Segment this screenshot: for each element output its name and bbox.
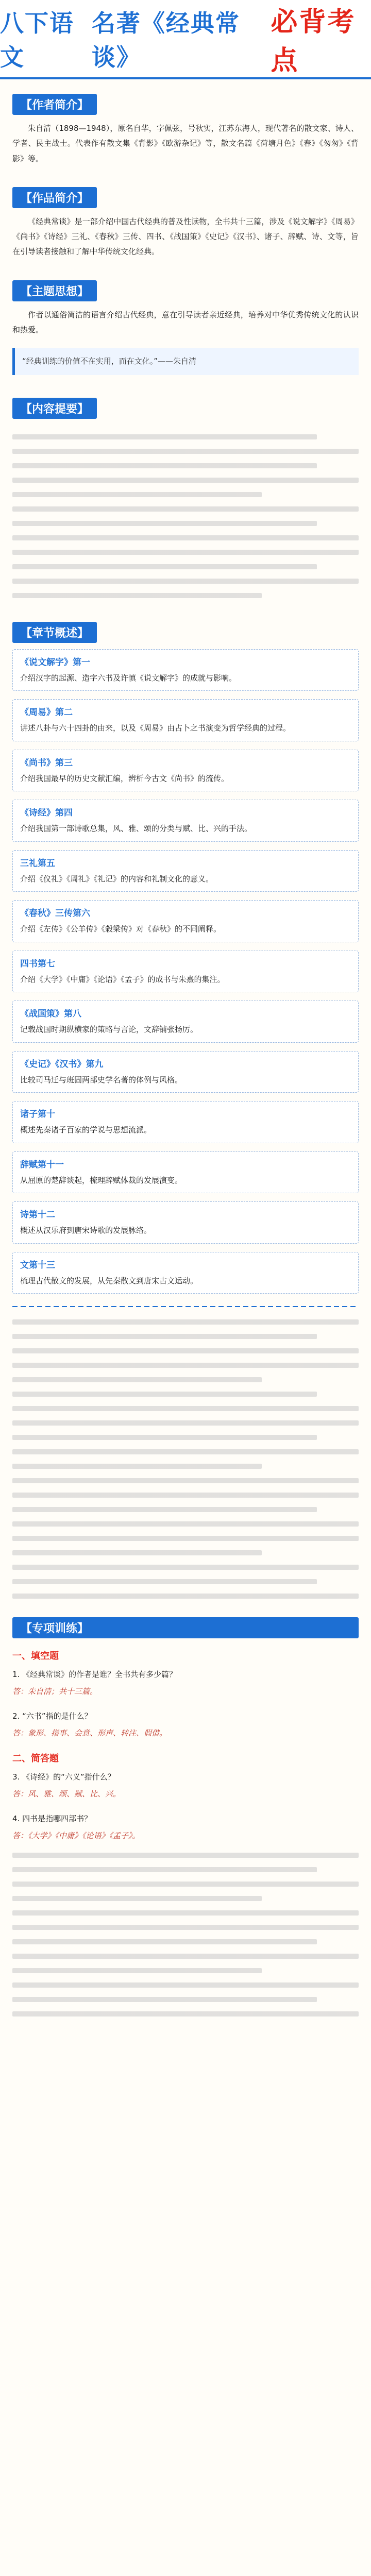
chapter-title: 《春秋》三传第六 [20,908,90,919]
exercise-question: 1. 《经典常谈》的作者是谁？全书共有多少篇？ [12,1670,177,1679]
chapter-card [12,1051,359,1093]
chapter-title: 《诗经》第四 [20,808,73,818]
chapter-card [12,900,359,942]
text-block [12,434,359,598]
section-chapters-heading: 【章节概述】 [12,622,97,643]
chapter-card [12,951,359,993]
text-block [12,1319,359,1599]
chapter-body: 比较司马迁与班固两部史学名著的体例与风格。 [20,1075,183,1084]
chapter-title: 《史记》《汉书》第九 [20,1059,104,1070]
chapter-body: 概述先秦诸子百家的学说与思想流派。 [20,1125,152,1134]
chapter-card [12,1201,359,1244]
exercise-item [12,1709,359,1741]
chapter-title: 《尚书》第三 [20,757,73,768]
chapter-body: 介绍《左传》《公羊传》《穀梁传》对《春秋》的不同阐释。 [20,924,222,934]
chapter-card [12,800,359,842]
chapter-card [12,1151,359,1194]
title-middle: 名著《经典常谈》 [91,9,240,71]
author-paragraph: 朱自清（1898—1948），原名自华，字佩弦，号秋实，江苏东海人，现代著名的散文家、诗人、学者、民主战士。代表作有散文集《背影》《欧游杂记》等，散文名篇《荷塘月色》《春》《匆匆》《背影》等。 [12,124,359,163]
chapter-title: 诗第十二 [20,1210,55,1220]
exercise-answer: 答：风、雅、颂、赋、比、兴。 [12,1789,121,1799]
chapter-title: 《说文解字》第一 [20,657,90,668]
chapter-title: 《周易》第二 [20,707,73,718]
chapter-body: 记载战国时期纵横家的策略与言论，文辞铺张扬厉。 [20,1025,198,1034]
chapter-card [12,699,359,741]
title-prefix: 八下语文 [0,9,74,71]
section-divider [12,1306,359,1307]
chapter-title: 文第十三 [20,1260,55,1270]
chapter-body: 介绍《大学》《中庸》《论语》《孟子》的成书与朱熹的集注。 [20,974,225,984]
chapter-body: 概述从汉乐府到唐宋诗歌的发展脉络。 [20,1226,152,1235]
chapter-body: 从屈原的楚辞谈起，梳理辞赋体裁的发展演变。 [20,1175,183,1185]
chapter-title: 辞赋第十一 [20,1159,64,1170]
exercise-answer: 答：朱自清；共十三篇。 [12,1687,98,1697]
chapter-body: 介绍我国第一部诗歌总集，风、雅、颂的分类与赋、比、兴的手法。 [20,824,252,833]
exercise-sub-label: 二、简答题 [12,1753,59,1764]
chapter-title: 三礼第五 [20,858,55,869]
chapter-card [12,649,359,691]
chapter-body: 介绍汉字的起源、造字六书及许慎《说文解字》的成就与影响。 [20,673,237,683]
quote-block: “经典训练的价值不在实用，而在文化。”——朱自清 [12,348,359,375]
text-block [12,1853,359,2016]
exercise-question: 2. “六书”指的是什么？ [12,1711,92,1721]
exercise-item [12,1667,359,1700]
chapter-body: 介绍《仪礼》《周礼》《礼记》的内容和礼制文化的意义。 [20,874,214,884]
chapter-title: 四书第七 [20,958,55,969]
exercise-item [12,1770,359,1802]
section-theme-heading: 【主题思想】 [12,280,97,301]
chapter-body: 讲述八卦与六十四卦的由来，以及《周易》由占卜之书演变为哲学经典的过程。 [20,723,291,733]
exercise-answer: 答：《大学》《中庸》《论语》《孟子》。 [12,1831,140,1840]
chapter-card [12,1101,359,1143]
exercise-answer: 答：象形、指事、会意、形声、转注、假借。 [12,1728,167,1738]
chapter-body: 梳理古代散文的发展，从先秦散文到唐宋古文运动。 [20,1276,198,1285]
chapter-body: 介绍我国最早的历史文献汇编，辨析今古文《尚书》的流传。 [20,773,229,783]
section-content-heading: 【作品简介】 [12,187,97,208]
exercise-question: 3. 《诗经》的“六义”指什么？ [12,1772,115,1782]
title-banner [0,0,371,79]
chapter-card [12,1001,359,1043]
section-highlights-heading: 【内容提要】 [12,398,97,419]
section-author-heading: 【作者简介】 [12,94,97,115]
exercise-question: 4. 四书是指哪四部书？ [12,1814,92,1823]
chapter-card [12,1252,359,1294]
title-suffix: 必背考点 [271,7,356,76]
content-paragraph: 《经典常谈》是一部介绍中国古代经典的普及性读物，全书共十三篇，涉及《说文解字》《周易》《尚书》《诗经》三礼、《春秋》三传、四书、《战国策》《史记》《汉书》、诸子、辞赋、诗、文等，旨在引导读者接触和了解中华传统文化经典。 [12,216,359,257]
section-exercises-heading: 【专项训练】 [12,1617,359,1638]
exercise-item [12,1811,359,1844]
chapter-card [12,750,359,792]
chapter-title: 诸子第十 [20,1109,55,1120]
chapter-card [12,850,359,892]
chapter-title: 《战国策》第八 [20,1009,81,1019]
exercise-sub-label: 一、填空题 [12,1651,59,1662]
theme-paragraph: 作者以通俗简洁的语言介绍古代经典，意在引导读者亲近经典，培养对中华优秀传统文化的认识和热爱。 [12,310,359,334]
